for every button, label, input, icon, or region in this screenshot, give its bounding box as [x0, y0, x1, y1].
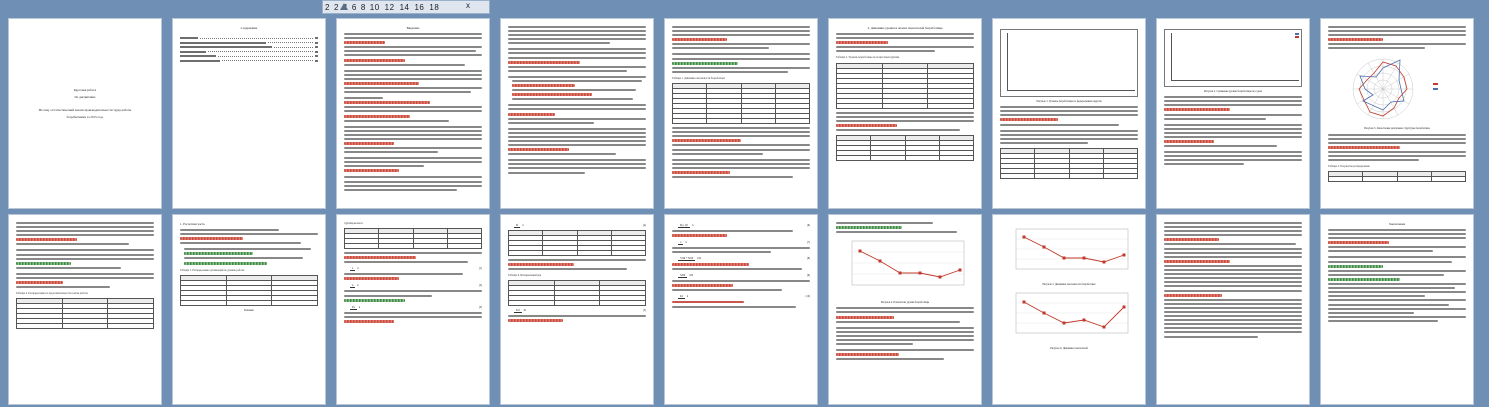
toc-label-3: [180, 51, 206, 53]
bar-series-group: [1009, 34, 1134, 90]
formula-2: [678, 241, 810, 244]
toc-page-5: [315, 60, 318, 62]
page-11-content: [180, 222, 318, 398]
bar-series-group: [1173, 34, 1298, 80]
paragraph: [672, 53, 810, 72]
page-thumbnail-9[interactable]: [1320, 18, 1474, 209]
equation-number: (7): [806, 241, 810, 245]
paragraph: [344, 252, 482, 263]
page-5-content: [672, 26, 810, 202]
page-thumbnail-1[interactable]: [8, 18, 162, 209]
paragraph: [508, 128, 646, 156]
paragraph: [1164, 222, 1302, 338]
paragraph: [1164, 124, 1302, 147]
paragraph: [1164, 151, 1302, 165]
title-line-3: На тему «Статистический анализ производительности труда работы: [38, 108, 132, 112]
page-thumbnail-11[interactable]: [172, 214, 326, 405]
paragraph: [508, 315, 646, 322]
ruler-tick-8: 16: [414, 2, 425, 12]
toc-label-4: [180, 55, 216, 57]
thumbnail-row-1: [0, 16, 1489, 211]
chart-caption: Рисунок 2. Сравнение уровня безработицы по годам: [1204, 90, 1262, 93]
page-thumbnail-13[interactable]: [500, 214, 654, 405]
toc-dots-1: [268, 42, 313, 43]
data-table-2: [508, 280, 646, 306]
page-thumbnail-8[interactable]: [1156, 18, 1310, 209]
equation-number: (10): [805, 295, 810, 299]
equation-number: (2): [478, 284, 482, 288]
x-axis: [1171, 80, 1299, 81]
formula-1: [350, 267, 482, 270]
paragraph: [16, 249, 154, 268]
ruler-tick-4: 8: [360, 2, 366, 12]
line-chart-3: [1000, 289, 1138, 345]
equation-number: (4): [642, 224, 646, 227]
paragraph-lead: группировочного: [344, 222, 364, 225]
paragraph: [1164, 96, 1302, 119]
paragraph: [672, 127, 810, 155]
toc-dots-4: [218, 56, 313, 57]
zoom-slider-thumb[interactable]: [340, 3, 348, 10]
table-row: [181, 300, 318, 305]
paragraph: [672, 247, 810, 253]
paragraph: [508, 48, 646, 71]
fraction: Σxf Σf: [516, 309, 527, 313]
legend-swatch-2: [1433, 88, 1438, 90]
data-table: [672, 83, 810, 124]
page-2-heading: Содержание: [240, 26, 258, 30]
paragraph: [344, 290, 482, 301]
data-table: [836, 63, 974, 109]
ruler-tick-7: 14: [399, 2, 410, 12]
page-thumbnail-6[interactable]: [828, 18, 982, 209]
page-6-content: [836, 26, 974, 202]
line-chart-2: [1000, 225, 1138, 281]
paragraph: [672, 159, 810, 178]
table-caption: Таблица 6. Интервальный ряд: [508, 274, 542, 278]
ruler-tick-3: 6: [351, 2, 357, 12]
equation-number: (1): [478, 267, 482, 271]
x-axis: [1007, 90, 1135, 91]
page-thumbnail-15[interactable]: [828, 214, 982, 405]
data-table: [508, 230, 646, 256]
ruler-tick-2: 4: [342, 2, 348, 12]
paragraph: [180, 229, 318, 244]
paragraph: [344, 33, 482, 66]
page-10-content: [16, 222, 154, 398]
fraction: Σ(x−x̄)² n: [680, 224, 694, 227]
bullet-list: [180, 248, 318, 264]
page-thumbnail-grid: [0, 16, 1489, 407]
ruler-tick-1: 2: [333, 2, 339, 12]
formula-4: [678, 274, 810, 277]
page-9-content: [1328, 26, 1466, 202]
table-row: [1001, 173, 1138, 178]
numbered-list: [508, 76, 646, 100]
paragraph: [344, 97, 482, 121]
toc-page-3: [315, 51, 318, 53]
page-8-content: [1164, 26, 1302, 202]
page-thumbnail-7[interactable]: [992, 18, 1146, 209]
data-table: [344, 228, 482, 249]
paragraph: [836, 307, 974, 322]
page-thumbnail-16[interactable]: [992, 214, 1146, 405]
paragraph: [16, 222, 154, 245]
toc-dots-2: [274, 47, 313, 48]
chart-caption-2: Рисунок 6. Динамика показателей: [1050, 347, 1088, 351]
legend-swatch-1: [1295, 33, 1299, 35]
data-table: [180, 275, 318, 306]
table-caption: Таблица 1. Динамика численности безработных: [672, 76, 725, 80]
table-row: [837, 155, 974, 160]
table-row: [509, 301, 646, 306]
paragraph: [344, 273, 482, 280]
table-note: Решение: [244, 308, 254, 312]
ruler-tick-6: 12: [384, 2, 395, 12]
table-note: [16, 332, 154, 335]
fraction: Σf n: [516, 224, 524, 227]
y-axis: [1171, 33, 1172, 81]
page-6-heading: 2. Динамика уровня и анализ показателей безработицы: [867, 26, 943, 30]
paragraph: [672, 280, 810, 291]
fraction: Σd n: [680, 295, 689, 299]
equation-number: (6): [806, 224, 810, 227]
page-7-content: [1000, 26, 1138, 202]
page-3-content: [344, 26, 482, 202]
paragraph: [672, 230, 810, 237]
title-line-4: безработными за 2015 год»: [66, 115, 104, 119]
paragraph: [672, 301, 810, 307]
paragraph: [508, 26, 646, 44]
fraction: x n: [352, 267, 359, 271]
radar-legend: [1433, 83, 1438, 90]
page-thumbnail-5[interactable]: [664, 18, 818, 209]
page-thumbnail-2[interactable]: [172, 18, 326, 209]
toc-page-2: [315, 46, 318, 48]
table-row: [17, 324, 154, 329]
paragraph: [344, 126, 482, 154]
chart-caption: Рисунок 1. Уровень безработицы по федеральным округам: [1036, 100, 1102, 103]
toc-dots-3: [208, 51, 313, 52]
toc-item-3[interactable]: [180, 51, 318, 53]
data-table: [1000, 148, 1138, 179]
page-16-content: [1000, 222, 1138, 398]
toc-label-0: [180, 37, 198, 39]
page-14-content: [672, 222, 810, 398]
formula-3: [678, 257, 810, 260]
paragraph: [836, 112, 974, 131]
ruler-tick-5: 10: [369, 2, 380, 12]
toc-label-1: [180, 42, 266, 44]
table-caption: Таблица 3. Результаты распределения: [1328, 165, 1370, 169]
legend-swatch-1: [1433, 83, 1438, 85]
table-row: [837, 103, 974, 108]
data-table: [16, 298, 154, 329]
legend-swatch-2: [1295, 36, 1299, 38]
table-row: [673, 119, 810, 124]
zoom-marker-label: x: [466, 1, 470, 10]
chart-caption: Рисунок 5. Динамика численности безработных: [1042, 283, 1096, 287]
ruler-tick-0: 2: [325, 2, 330, 12]
fraction: Σx n: [352, 305, 361, 309]
data-table: [1328, 171, 1466, 182]
page-12-content: [344, 222, 482, 398]
paragraph: [16, 273, 154, 288]
formula-3: [350, 306, 482, 309]
equation-number: (9): [806, 274, 810, 278]
table-caption: Таблица 4. Распределение по продолжительности поиска работы: [16, 292, 88, 296]
line-chart-1: [836, 237, 974, 299]
paragraph: [836, 222, 974, 233]
toc-dots-5: [222, 60, 313, 61]
page-thumbnail-10[interactable]: [8, 214, 162, 405]
formula-2: [350, 284, 482, 287]
toc-item-1[interactable]: [180, 42, 318, 44]
toc-label-2: [180, 46, 272, 48]
toc-dots-0: [200, 38, 313, 39]
paragraph: [836, 33, 974, 52]
title-line-2: По дисциплине: [74, 95, 96, 99]
formula-1: [678, 224, 810, 227]
bar-chart-2: [1164, 29, 1302, 87]
page-thumbnail-12[interactable]: [336, 214, 490, 405]
paragraph: [508, 159, 646, 173]
equation-number: (3): [478, 305, 482, 309]
formula-5: [678, 295, 810, 298]
paragraph: [508, 259, 646, 270]
page-thumbnail-14[interactable]: [664, 214, 818, 405]
table-caption: Таблица 2. Уровень безработицы по возрастным группам: [836, 56, 900, 60]
paragraph: [1328, 229, 1466, 252]
toc-page-4: [315, 55, 318, 57]
paragraph: [1328, 134, 1466, 162]
equation-number: (5): [642, 309, 646, 313]
page-18-content: [1328, 222, 1466, 398]
paragraph: [672, 26, 810, 49]
page-thumbnail-17[interactable]: [1156, 214, 1310, 405]
page-4-content: [508, 26, 646, 202]
toc-item-0[interactable]: [180, 37, 318, 39]
ruler-tick-9: 18: [429, 2, 440, 12]
page-thumbnail-3[interactable]: [336, 18, 490, 209]
page-thumbnail-18[interactable]: [1320, 214, 1474, 405]
toc-item-4[interactable]: [180, 55, 318, 57]
chart-caption: Рисунок 4. Показатели уровня безработицы: [880, 301, 930, 305]
paragraph: [672, 263, 810, 270]
fraction: 5200 100: [680, 274, 694, 278]
page-11-heading: 1. Расчетная часть: [180, 222, 205, 226]
fraction: 7240 + 3160 100: [680, 257, 702, 261]
paragraph: [1000, 106, 1138, 125]
paragraph: [1328, 26, 1466, 49]
page-17-content: [1164, 222, 1302, 398]
paragraph: [836, 327, 974, 345]
paragraph: [508, 104, 646, 123]
page-3-heading: Введение: [406, 26, 420, 30]
page-13-content: [508, 222, 646, 398]
toc-page-1: [315, 42, 318, 44]
paragraph: [344, 312, 482, 323]
chart-caption: Рисунок 3. Лепестковая диаграмма структуры безработицы: [1364, 127, 1430, 131]
equation-number: (8): [806, 257, 810, 261]
chart-legend: [1295, 33, 1299, 38]
formula-2: [514, 309, 646, 312]
toc-page-0: [315, 37, 318, 39]
paragraph: [1000, 130, 1138, 144]
toc-item-5[interactable]: [180, 60, 318, 62]
formula-1: [514, 224, 646, 227]
paragraph: [836, 349, 974, 360]
paragraph: [344, 157, 482, 172]
table-caption: Таблица 5. Распределение организаций по уровню работы: [180, 268, 245, 272]
zoom-ruler-bar: [0, 0, 1489, 16]
page-2-content: [180, 26, 318, 202]
toc-label-5: [180, 60, 220, 62]
radar-chart: [1337, 53, 1457, 125]
reference-list: [1328, 256, 1466, 321]
y-axis: [1007, 33, 1008, 91]
paragraph: [344, 70, 482, 93]
table-row: [509, 251, 646, 256]
fraction: n k: [352, 284, 359, 288]
data-table-2: [836, 135, 974, 161]
fraction: σ x̄: [680, 241, 687, 245]
thumbnail-row-2: [0, 212, 1489, 407]
title-line-1: Курсовая работа: [73, 88, 97, 92]
table-row: [345, 244, 482, 249]
page-18-heading: Заключение: [1388, 222, 1406, 226]
table-row: [1329, 177, 1466, 182]
page-1-content: [16, 26, 154, 202]
page-15-content: [836, 222, 974, 398]
toc-item-2[interactable]: [180, 46, 318, 48]
bar-chart-1: [1000, 29, 1138, 97]
paragraph: [344, 176, 482, 190]
page-thumbnail-4[interactable]: [500, 18, 654, 209]
